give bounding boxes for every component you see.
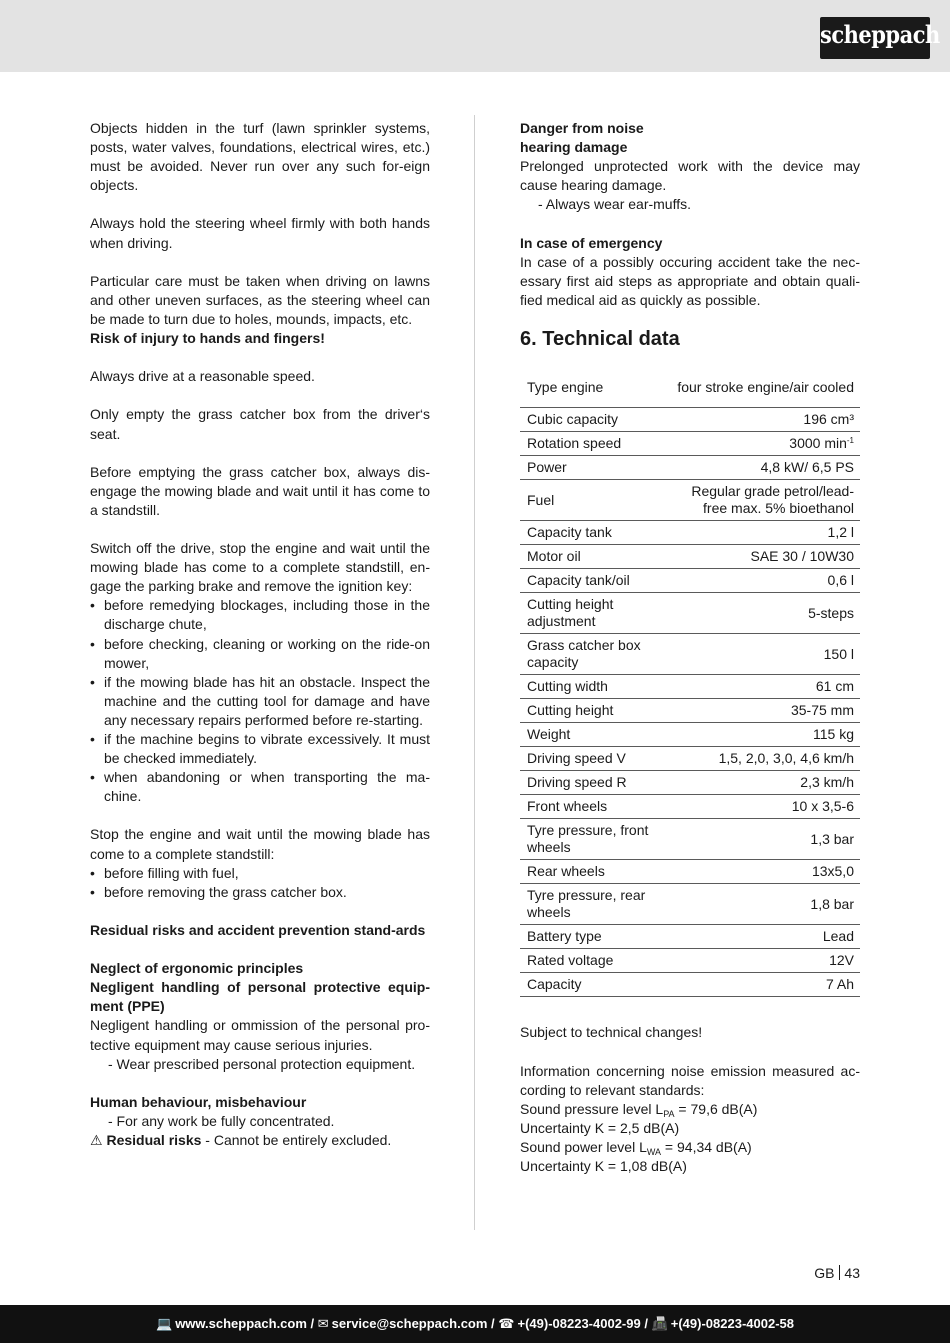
- page-number-value: 43: [844, 1265, 860, 1281]
- spec-label: Cutting width: [520, 675, 670, 699]
- spec-label: Grass catcher box capacity: [520, 634, 670, 675]
- paragraph-hidden-objects: Objects hidden in the turf (lawn sprinkler systems, posts, water valves, foundations, electrical wires, etc.) must be avoided. Never run over any such for-eign objects.: [90, 120, 430, 194]
- brand-logo-text: scheppach: [820, 20, 940, 49]
- spec-value: 7 Ah: [670, 973, 860, 997]
- paragraph-stop-engine: Stop the engine and wait until the mowing blade has come to a complete standstill:: [90, 826, 430, 862]
- spec-label: Battery type: [520, 925, 670, 949]
- table-row: [520, 432, 860, 456]
- heading-ppe: Negligent handling of personal protective equip-ment (PPE): [90, 979, 430, 1015]
- residual-risks-text: - Cannot be entirely excluded.: [201, 1131, 392, 1148]
- footer-phone: +(49)-08223-4002-99 /: [517, 1316, 648, 1331]
- spec-label: Rotation speed: [520, 432, 670, 456]
- table-row: [520, 973, 860, 997]
- spec-label: Driving speed R: [520, 771, 670, 795]
- paragraph-noise-info: Information concerning noise emission measured ac-cording to relevant standards:: [520, 1062, 860, 1098]
- ppe-action: - Wear prescribed personal protection equipment.: [108, 1055, 416, 1072]
- table-row: [520, 521, 860, 545]
- fax-icon: 📠: [651, 1316, 668, 1331]
- spec-value: four stroke engine/air cooled: [670, 367, 860, 408]
- spec-value: 196 cm³: [670, 408, 860, 432]
- table-row: [520, 675, 860, 699]
- spec-value: 0,6 l: [670, 569, 860, 593]
- heading-noise-2: hearing damage: [520, 139, 628, 156]
- spec-label: Cubic capacity: [520, 408, 670, 432]
- table-row: [520, 925, 860, 949]
- spec-value: 4,8 kW/ 6,5 PS: [670, 456, 860, 480]
- spec-value: 2,3 km/h: [670, 771, 860, 795]
- spec-value: 5-steps: [670, 593, 860, 634]
- laptop-icon: 💻: [156, 1316, 173, 1331]
- left-column: [90, 119, 430, 1150]
- uncertainty-power: Uncertainty K = 1,08 dB(A): [520, 1158, 687, 1175]
- paragraph-emergency: In case of a possibly occuring accident take the nec-essary first aid steps as appropriate and obtain quali-fied medical aid as quickly as possible.: [520, 253, 860, 308]
- heading-noise-1: Danger from noise: [520, 120, 644, 136]
- behaviour-action: - For any work be fully concentrated.: [108, 1112, 335, 1129]
- spec-label: Rated voltage: [520, 949, 670, 973]
- footer-bar: [0, 1305, 950, 1343]
- spec-label: Capacity tank: [520, 521, 670, 545]
- table-row: [520, 860, 860, 884]
- sound-power-level: Sound power level $L_{WA} = 94,34$ dB(A): [520, 1139, 752, 1157]
- table-row: [520, 634, 860, 675]
- spec-label: Driving speed V: [520, 747, 670, 771]
- list-item: • if the mowing blade has hit an obstacle. Inspect the machine and the cutting tool for damage and have any necessary repairs performed before re-starting.: [90, 673, 430, 730]
- table-row: [520, 771, 860, 795]
- list-item: • before filling with fuel,: [90, 864, 430, 883]
- spec-value: 1,5, 2,0, 3,0, 4,6 km/h: [670, 747, 860, 771]
- table-row: [520, 408, 860, 432]
- table-row: [520, 747, 860, 771]
- uncertainty-pressure: Uncertainty K = 2,5 dB(A): [520, 1119, 680, 1136]
- residual-risks-label: Residual risks: [106, 1131, 202, 1148]
- spec-label: Front wheels: [520, 795, 670, 819]
- spec-value: Lead: [670, 925, 860, 949]
- spec-value: 115 kg: [670, 723, 860, 747]
- noise-action: - Always wear ear-muffs.: [538, 196, 692, 213]
- spec-label: Motor oil: [520, 545, 670, 569]
- footer-website[interactable]: www.scheppach.com /: [175, 1316, 315, 1331]
- list-item: • before remedying blockages, including those in the discharge chute,: [90, 596, 430, 634]
- spec-label: Type engine: [520, 367, 670, 408]
- paragraph-noise: Prelonged unprotected work with the device may cause hearing damage.: [520, 158, 860, 194]
- heading-ergonomic: Neglect of ergonomic principles: [90, 960, 304, 977]
- right-column: [520, 119, 860, 1176]
- footer-fax: +(49)-08223-4002-58: [670, 1316, 794, 1331]
- mail-icon: ✉: [317, 1316, 329, 1331]
- spec-value: 3000 $\min^{-1}$: [670, 432, 860, 456]
- paragraph-disengage-blade: Before emptying the grass catcher box, always dis-engage the mowing blade and wait until it has come to a standstill.: [90, 463, 430, 518]
- table-row: [520, 569, 860, 593]
- spec-label: Fuel: [520, 480, 670, 521]
- spec-value: 12V: [670, 949, 860, 973]
- paragraph-switch-off: Switch off the drive, stop the engine and wait until the mowing blade has come to a complete standstill, en-gage the parking brake and remove the ignition key:: [90, 540, 430, 595]
- table-row: [520, 949, 860, 973]
- table-row: [520, 819, 860, 860]
- spec-value: 10 x 3,5-6: [670, 795, 860, 819]
- heading-emergency: In case of emergency: [520, 234, 663, 251]
- spec-value: 150 l: [670, 634, 860, 675]
- table-row: [520, 723, 860, 747]
- table-row: [520, 795, 860, 819]
- paragraph-ppe: Negligent handling or ommission of the personal pro-tective equipment may cause serious injuries.: [90, 1017, 430, 1053]
- spec-value: 1,2 l: [670, 521, 860, 545]
- spec-label: Tyre pressure, front wheels: [520, 819, 670, 860]
- spec-label: Tyre pressure, rear wheels: [520, 884, 670, 925]
- page-language: GB: [814, 1265, 835, 1281]
- heading-behaviour: Human behaviour, misbehaviour: [90, 1093, 307, 1110]
- phone-icon: ☎: [498, 1316, 515, 1331]
- list-item: • if the machine begins to vibrate excessively. It must be checked immediately.: [90, 730, 430, 768]
- footer-email[interactable]: service@scheppach.com /: [331, 1316, 495, 1331]
- spec-label: Capacity: [520, 973, 670, 997]
- warning-hands-fingers: Risk of injury to hands and fingers!: [90, 330, 325, 347]
- spec-value: SAE 30 / 10W30: [670, 545, 860, 569]
- list-item: • before checking, cleaning or working on the ride-on mower,: [90, 635, 430, 673]
- spec-label: Weight: [520, 723, 670, 747]
- header-band: [0, 0, 950, 72]
- spec-value: 1,8 bar: [670, 884, 860, 925]
- page-number: [814, 1265, 860, 1281]
- table-row: [520, 456, 860, 480]
- heading-residual-risks: Residual risks and accident prevention stand-ards: [90, 921, 426, 938]
- spec-label: Rear wheels: [520, 860, 670, 884]
- spec-value: 13x5,0: [670, 860, 860, 884]
- column-divider: [474, 115, 475, 1230]
- table-row: [520, 593, 860, 634]
- spec-label: Cutting height adjustment: [520, 593, 670, 634]
- residual-risks-line: [90, 1131, 430, 1150]
- spec-label: Capacity tank/oil: [520, 569, 670, 593]
- brand-logo: [820, 17, 940, 59]
- technical-data-table: [520, 367, 860, 998]
- paragraph-speed: Always drive at a reasonable speed.: [90, 368, 315, 385]
- subject-to-changes: Subject to technical changes!: [520, 1024, 703, 1041]
- spec-label: Power: [520, 456, 670, 480]
- paragraph-uneven-surfaces: Particular care must be taken when driving on lawns and other uneven surfaces, as the steering wheel can be made to turn due to holes, mounds, impacts, etc.: [90, 272, 430, 327]
- paragraph-empty-box: Only empty the grass catcher box from the driver‘s seat.: [90, 406, 430, 442]
- table-row: [520, 884, 860, 925]
- paragraph-steering-wheel: Always hold the steering wheel firmly with both hands when driving.: [90, 215, 430, 251]
- spec-value: 1,3 bar: [670, 819, 860, 860]
- list-item: • when abandoning or when transporting the ma-chine.: [90, 768, 430, 806]
- spec-label: Cutting height: [520, 699, 670, 723]
- sound-pressure-level: Sound pressure level $L_{PA} = 79,6$ dB(A): [520, 1100, 758, 1119]
- table-row: [520, 545, 860, 569]
- spec-value: 35-75 mm: [670, 699, 860, 723]
- warning-triangle-icon: ⚠: [90, 1131, 103, 1148]
- table-row: [520, 699, 860, 723]
- section-title-technical-data: 6. Technical data: [520, 327, 680, 350]
- list-item: • before removing the grass catcher box.: [90, 883, 430, 902]
- table-row: [520, 367, 860, 408]
- table-row: [520, 480, 860, 521]
- spec-value: Regular grade petrol/lead-free max. 5% bioethanol: [670, 480, 860, 521]
- spec-value: 61 cm: [670, 675, 860, 699]
